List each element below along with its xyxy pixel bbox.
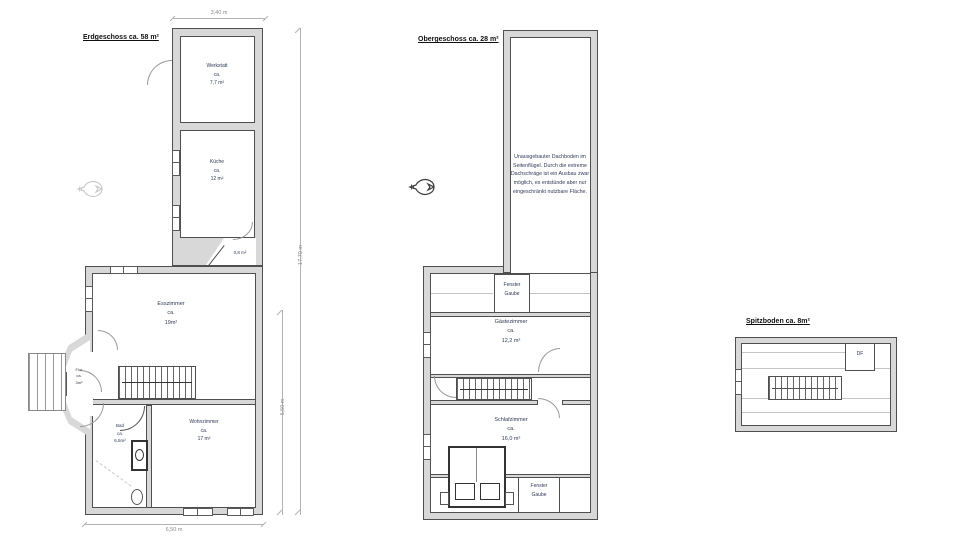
room-area: 19m² bbox=[164, 319, 178, 326]
room-name: Flur bbox=[75, 367, 83, 372]
roof-edge-line bbox=[530, 293, 590, 294]
room-area: 3m² bbox=[75, 379, 83, 385]
room-approx: ca. bbox=[200, 427, 208, 434]
north-arrow-icon bbox=[408, 176, 438, 198]
room-label-kueche bbox=[210, 158, 224, 184]
room-label-abstell bbox=[234, 249, 247, 257]
window bbox=[735, 369, 742, 395]
room-approx: ca. bbox=[507, 328, 515, 335]
dormer-label-bottom bbox=[531, 482, 548, 499]
plan-title-spitzboden: Spitzboden ca. 8m² bbox=[746, 318, 810, 325]
exterior-staircase bbox=[28, 353, 66, 411]
room-approx: ca. bbox=[213, 71, 221, 78]
dimension-label: 17,70 m bbox=[298, 245, 304, 265]
room-name: Wohnzimmer bbox=[189, 419, 219, 425]
window bbox=[110, 266, 138, 274]
dimension-bottom bbox=[85, 524, 263, 533]
dormer-line: Gaube bbox=[504, 290, 520, 297]
dimension-tick bbox=[170, 16, 176, 22]
dimension-tick bbox=[263, 16, 269, 22]
dimension-label: 6,50 m bbox=[165, 527, 183, 533]
dimension-tick bbox=[295, 28, 301, 34]
dormer-label-top bbox=[504, 281, 521, 298]
room-area: 7,7 m² bbox=[209, 80, 225, 86]
dachboden-note: Unausgebauter Dachboden im Seitenflügel. Durch die extreme Dachschräge ist ein Ausbau zwar möglich, es entstünde aber nur eingeschränkt nutzbare Fläche. bbox=[510, 154, 590, 195]
dimension-tick bbox=[82, 522, 88, 528]
dimension-tick bbox=[295, 510, 301, 516]
window bbox=[85, 286, 93, 312]
window bbox=[227, 508, 254, 516]
room-name: Esszimmer bbox=[157, 301, 185, 307]
sink-basin-icon bbox=[135, 449, 144, 461]
pillow-icon bbox=[455, 483, 475, 500]
dimension-label: 3,40 m bbox=[210, 10, 228, 16]
dimension-label: 5,50 m bbox=[280, 398, 286, 416]
room-area: 16,0 m² bbox=[501, 435, 521, 442]
bed-centerline bbox=[476, 448, 477, 482]
nightstand-icon bbox=[440, 492, 449, 505]
window bbox=[183, 508, 213, 516]
roof-slope-line bbox=[742, 412, 890, 413]
dimension-right-outer bbox=[298, 28, 304, 515]
roof-window-text: DF bbox=[856, 351, 864, 357]
dormer-line: Fenster bbox=[530, 483, 548, 489]
roof-window-label bbox=[857, 350, 864, 359]
room-approx: ca. bbox=[507, 426, 515, 433]
dormer-line: Gaube bbox=[531, 491, 547, 498]
door-swing bbox=[147, 60, 172, 85]
dimension-tick bbox=[277, 510, 283, 516]
room-area: 6,5m² bbox=[114, 438, 126, 444]
plan-title-erdgeschoss: Erdgeschoss ca. 58 m² bbox=[83, 34, 159, 41]
plan-title-obergeschoss: Obergeschoss ca. 28 m² bbox=[418, 36, 499, 43]
wall bbox=[430, 400, 538, 405]
room-approx: ca. bbox=[76, 373, 82, 379]
room-label-esszimmer bbox=[157, 300, 184, 328]
roof-slope-line bbox=[742, 352, 845, 353]
roof-edge-line bbox=[431, 293, 493, 294]
room-area: 0,8 m² bbox=[233, 250, 247, 255]
north-arrow-icon bbox=[76, 178, 106, 200]
staircase-centerline bbox=[460, 389, 528, 390]
dormer-line: Fenster bbox=[503, 282, 521, 288]
room-approx: ca. bbox=[213, 167, 221, 174]
room-label-wohnzimmer bbox=[189, 418, 218, 444]
dimension-tick bbox=[261, 522, 267, 528]
room-name: Gästezimmer bbox=[494, 319, 528, 325]
dimension-right-inner bbox=[280, 310, 286, 515]
room-name: Küche bbox=[209, 159, 225, 165]
dimension-tick bbox=[277, 310, 283, 316]
room-label-flur bbox=[76, 367, 83, 386]
wall bbox=[562, 400, 591, 405]
window bbox=[423, 332, 431, 358]
room-approx: ca. bbox=[167, 310, 175, 317]
room-area: 17 m² bbox=[197, 436, 211, 442]
wall bbox=[92, 399, 256, 405]
room-area: 12,2 m² bbox=[501, 337, 521, 344]
nightstand-icon bbox=[505, 492, 514, 505]
room-label-schlafzimmer bbox=[494, 416, 527, 444]
room-name: Schlafzimmer bbox=[494, 417, 528, 423]
window bbox=[172, 150, 180, 176]
room-label-gaestezimmer bbox=[495, 318, 528, 346]
room-name: Bad bbox=[115, 423, 125, 428]
pillow-icon bbox=[480, 483, 500, 500]
staircase-centerline bbox=[772, 388, 838, 389]
room-name: Werkstatt bbox=[206, 63, 228, 69]
staircase-centerline bbox=[122, 382, 192, 383]
toilet-icon bbox=[131, 489, 143, 505]
window bbox=[423, 434, 431, 460]
room-approx: ca. bbox=[116, 430, 124, 436]
room-area: 12 m² bbox=[210, 176, 224, 182]
dimension-top bbox=[173, 10, 265, 19]
window bbox=[172, 205, 180, 231]
room-label-werkstatt bbox=[206, 62, 227, 88]
room-label-bad bbox=[114, 422, 126, 445]
